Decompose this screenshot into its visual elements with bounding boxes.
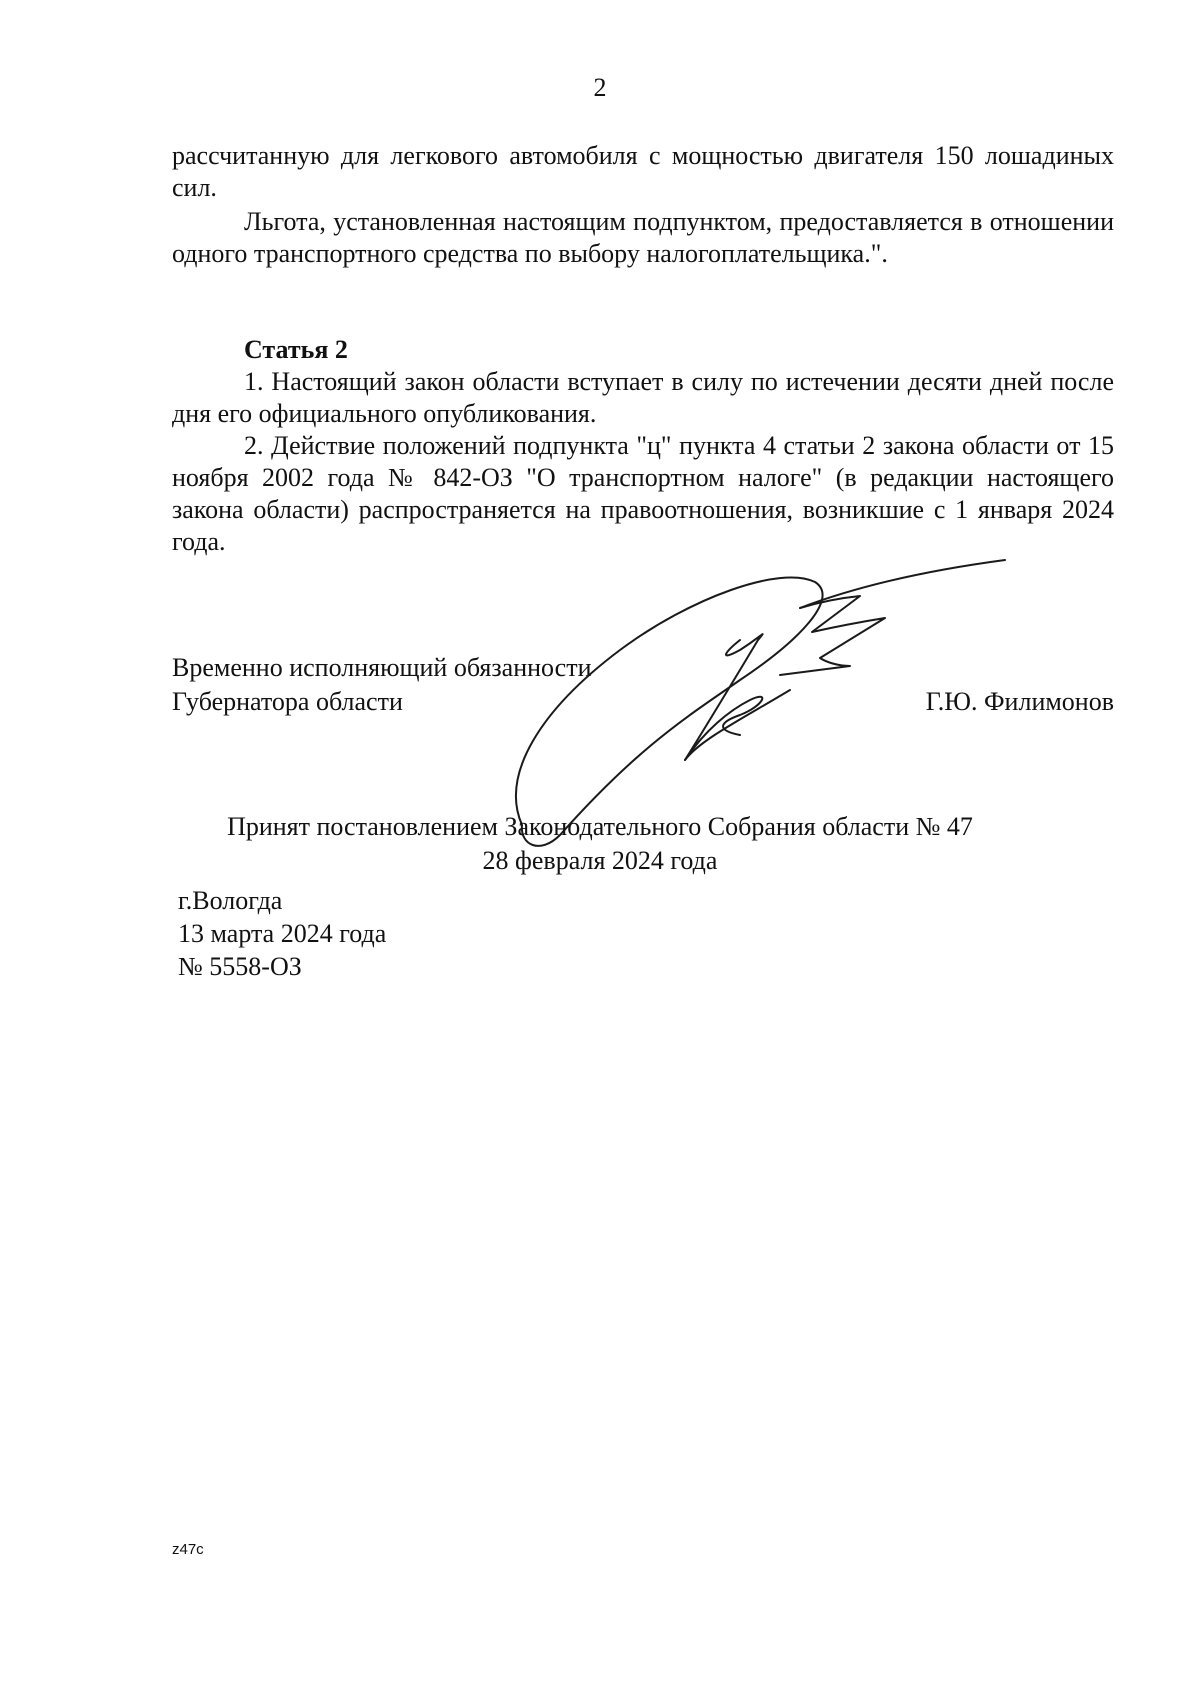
- signatory-title-line-2: Губернатора области: [172, 687, 403, 716]
- adoption-line-2: 28 февраля 2024 года: [482, 846, 718, 875]
- footer-code: z47c: [172, 1541, 204, 1558]
- adoption-line-1: Принят постановлением Законодательного Собрания области № 47: [227, 812, 973, 841]
- place-and-date: [178, 884, 386, 983]
- adoption-note: [0, 810, 1200, 878]
- handwritten-signature: [500, 570, 1020, 840]
- law-number: № 5558-ОЗ: [178, 952, 302, 981]
- continuation-text: [172, 140, 1114, 270]
- signatory-title-line-1: Временно исполняющий обязанности: [172, 653, 592, 682]
- page-number: 2: [593, 73, 607, 102]
- signing-date: 13 марта 2024 года: [178, 919, 387, 948]
- paragraph-continuation-2: Льгота, установленная настоящим подпунктом, предоставляется в отношении одного транспортного средства по выбору налогоплательщика.".: [172, 207, 1114, 268]
- signatory-name: Г.Ю. Филимонов: [925, 687, 1114, 716]
- paragraph-continuation-1: рассчитанную для легкового автомобиля с мощностью двигателя 150 лошадиных сил.: [172, 141, 1114, 202]
- article-item-2: 2. Действие положений подпункта "ц" пункта 4 статьи 2 закона области от 15 ноября 2002 года № 842-ОЗ "О транспортном налоге" (в редакции настоящего закона области) распространяется на правоотношения, возникшие с 1 января 2024 года.: [172, 431, 1114, 556]
- city: г.Вологда: [178, 886, 283, 915]
- article-2: [172, 334, 1114, 558]
- article-item-1: 1. Настоящий закон области вступает в силу по истечении десяти дней после дня его официального опубликования.: [172, 367, 1114, 428]
- article-heading: Статья 2: [244, 335, 348, 364]
